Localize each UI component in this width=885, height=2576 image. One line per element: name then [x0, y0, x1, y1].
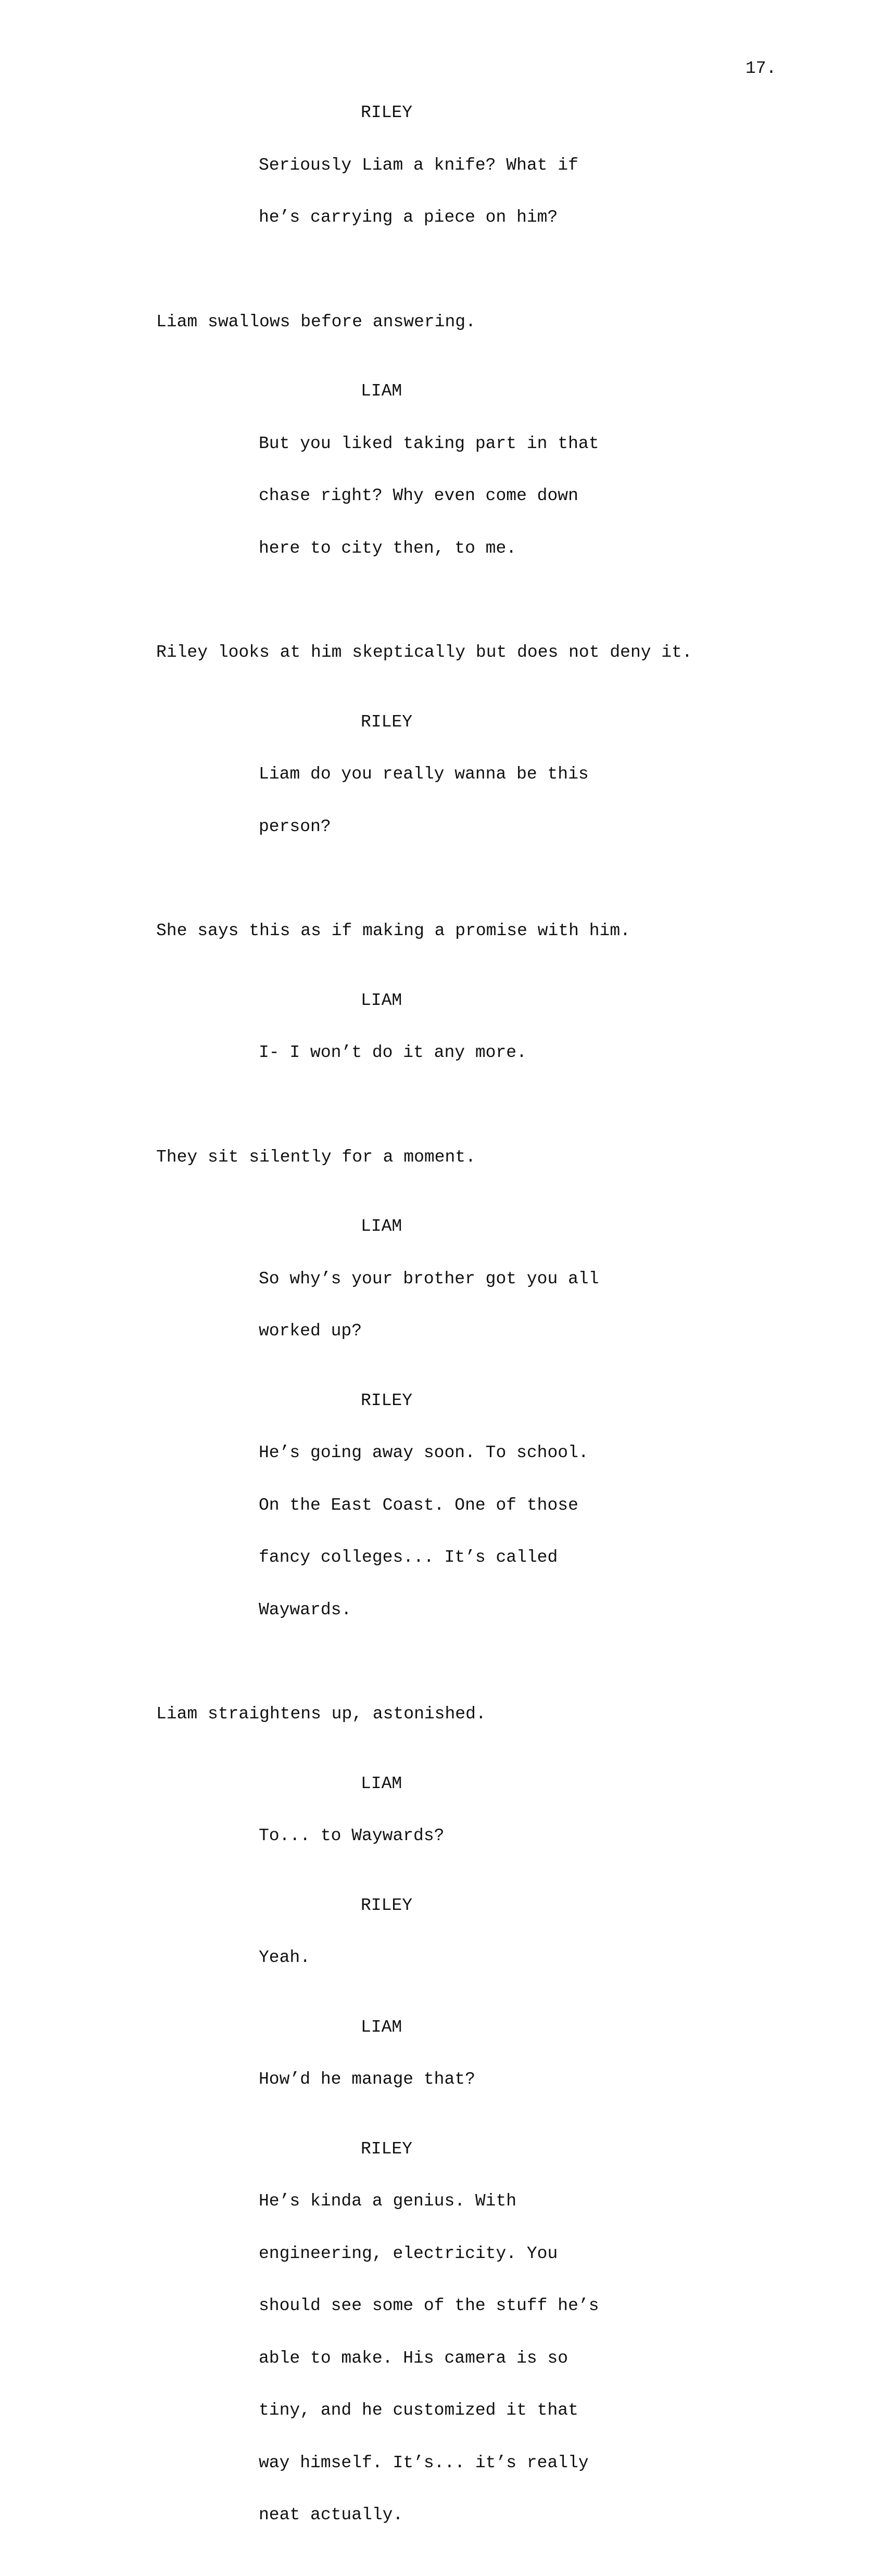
action-line — [156, 609, 755, 696]
dialogue-block — [0, 2019, 885, 2123]
dialogue-line: neat actually. — [259, 2505, 403, 2524]
dialogue-line: Liam do you really wanna be this — [259, 764, 589, 784]
action-line — [156, 887, 755, 975]
action-text: She says this as if making a promise with him. — [156, 921, 630, 940]
dialogue-block — [0, 713, 885, 871]
dialogue-block — [0, 382, 885, 592]
action-text: Liam swallows before answering. — [156, 312, 476, 331]
dialogue-line: I- I won’t do it any more. — [259, 1043, 527, 1062]
dialogue-line: He’s kinda a genius. With — [259, 2191, 517, 2211]
dialogue-line: But you liked taking part in that — [259, 433, 599, 453]
dialogue-block — [0, 104, 885, 261]
character-name: RILEY — [361, 2139, 413, 2159]
dialogue-text — [259, 400, 599, 592]
character-name: LIAM — [361, 1217, 402, 1236]
character-name: LIAM — [361, 381, 402, 401]
character-name: LIAM — [361, 990, 402, 1010]
character-name: RILEY — [361, 103, 413, 122]
action-line — [156, 1670, 755, 1758]
dialogue-block — [0, 992, 885, 1096]
dialogue-block — [0, 1775, 885, 1880]
action-line — [156, 278, 755, 366]
character-name: LIAM — [361, 2017, 402, 2037]
action-text: Liam straightens up, astonished. — [156, 1704, 486, 1724]
dialogue-line: worked up? — [259, 1321, 362, 1341]
dialogue-line: tiny, and he customized it that — [259, 2401, 578, 2420]
dialogue-line: way himself. It’s... it’s really — [259, 2453, 589, 2472]
dialogue-text — [259, 1792, 550, 1880]
dialogue-text — [259, 2158, 599, 2559]
dialogue-text — [259, 1409, 589, 1653]
character-name: RILEY — [361, 712, 413, 732]
dialogue-line: How’d he manage that? — [259, 2070, 475, 2089]
dialogue-line: should see some of the stuff he’s — [259, 2296, 599, 2315]
dialogue-line: Yeah. — [259, 1948, 311, 1967]
dialogue-line: So why’s your brother got you all — [259, 1269, 599, 1289]
character-name: RILEY — [361, 1895, 413, 1915]
dialogue-text — [259, 731, 589, 870]
dialogue-block — [0, 2140, 885, 2559]
dialogue-text — [259, 122, 578, 261]
dialogue-block — [0, 1392, 885, 1654]
action-text: They sit silently for a moment. — [156, 1147, 476, 1167]
dialogue-line: He’s going away soon. To school. — [259, 1443, 589, 1462]
action-line — [156, 1114, 755, 1201]
screenplay-body — [0, 104, 885, 2576]
dialogue-text — [259, 1914, 550, 2001]
dialogue-block — [0, 1897, 885, 2001]
dialogue-line: able to make. His camera is so — [259, 2348, 568, 2368]
character-name: LIAM — [361, 1774, 402, 1793]
dialogue-line: To... to Waywards? — [259, 1826, 445, 1845]
dialogue-text — [259, 1235, 599, 1375]
dialogue-line: Waywards. — [259, 1600, 352, 1619]
dialogue-line: engineering, electricity. You — [259, 2243, 558, 2263]
dialogue-line: chase right? Why even come down — [259, 486, 578, 505]
dialogue-line: he’s carrying a piece on him? — [259, 208, 558, 227]
character-name: RILEY — [361, 1391, 413, 1410]
dialogue-line: fancy colleges... It’s called — [259, 1548, 558, 1567]
dialogue-text — [259, 2036, 550, 2123]
dialogue-block — [0, 1218, 885, 1375]
dialogue-line: here to city then, to me. — [259, 538, 517, 558]
dialogue-text — [259, 1009, 550, 1096]
page-number: 17. — [745, 59, 777, 78]
dialogue-line: person? — [259, 817, 331, 836]
dialogue-line: On the East Coast. One of those — [259, 1495, 578, 1515]
dialogue-line: Seriously Liam a knife? What if — [259, 155, 578, 175]
action-text: Riley looks at him skeptically but does not deny it. — [156, 643, 692, 662]
